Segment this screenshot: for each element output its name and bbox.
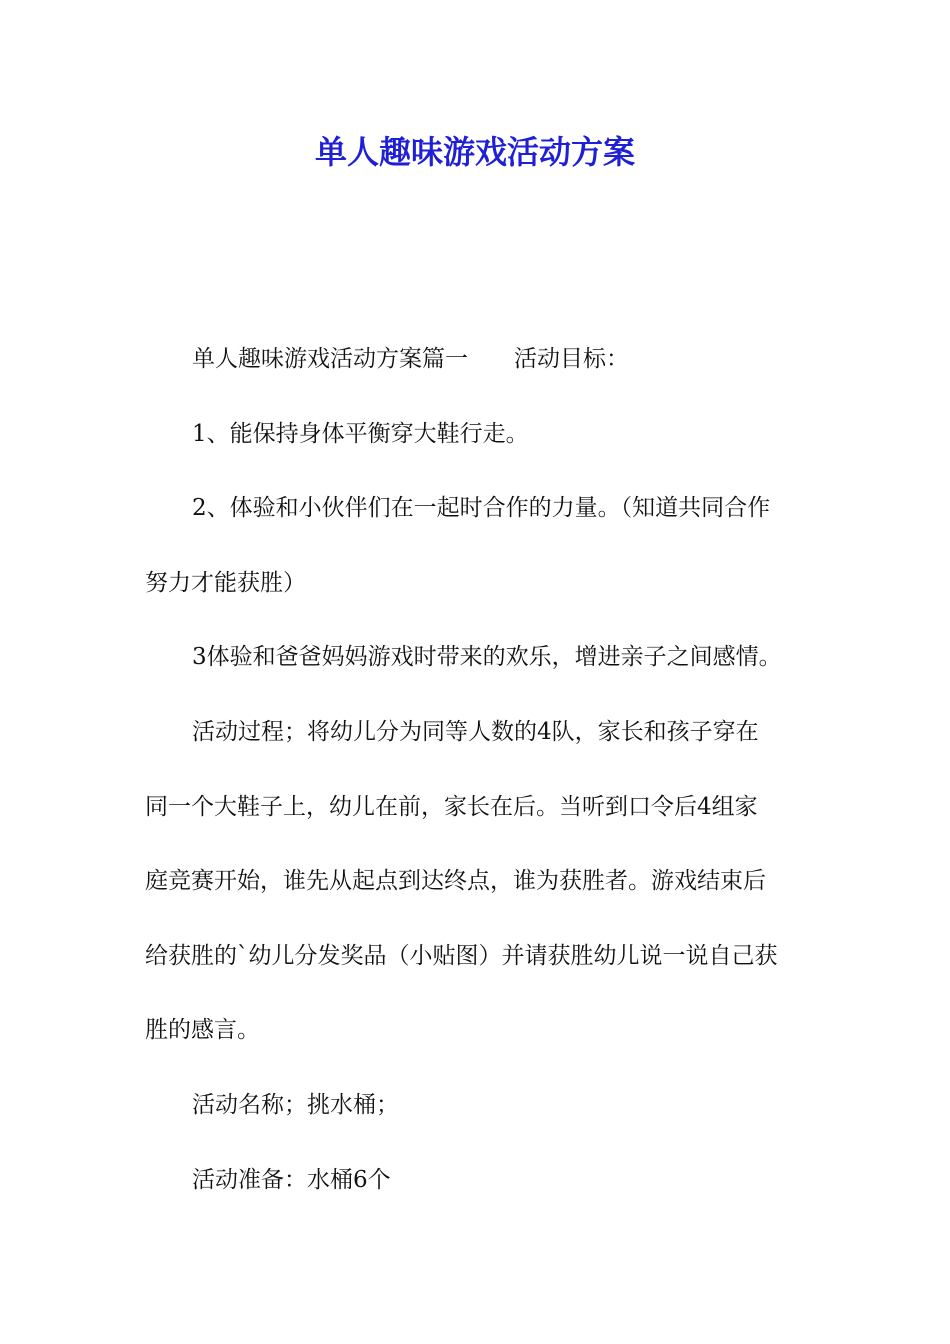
document-body: [145, 335, 807, 1230]
goal-item-2-continued: 努力才能获胜）: [145, 569, 306, 596]
activity-preparation: 活动准备：水桶6个: [192, 1166, 391, 1193]
activity-process-paragraph: 活动过程；将幼儿分为同等人数的4队，家长和孩子穿在: [192, 718, 759, 745]
goal-item-1: 1、能保持身体平衡穿大鞋行走。: [192, 420, 529, 447]
activity-process-line-2: 同一个大鞋子上，幼儿在前，家长在后。当听到口令后4组家: [145, 793, 758, 820]
activity-process-line-4: 给获胜的`幼儿分发奖品（小贴图）并请获胜幼儿说一说自己获: [145, 942, 778, 969]
section-heading: 单人趣味游戏活动方案篇一: [192, 346, 468, 372]
goal-item-3: 3体验和爸爸妈妈游戏时带来的欢乐，增进亲子之间感情。: [192, 644, 782, 671]
activity-process-line-3: 庭竞赛开始，谁先从起点到达终点，谁为获胜者。游戏结束后: [145, 868, 766, 895]
activity-name: 活动名称；挑水桶；: [192, 1091, 399, 1118]
activity-goal-label: 活动目标：: [514, 346, 629, 372]
activity-process-line-5: 胜的感言。: [145, 1017, 260, 1044]
document-title: 单人趣味游戏活动方案: [314, 133, 635, 171]
goal-item-2: 2、体验和小伙伴们在一起时合作的力量。（知道共同合作: [192, 495, 771, 522]
section-heading-line: [145, 335, 807, 410]
